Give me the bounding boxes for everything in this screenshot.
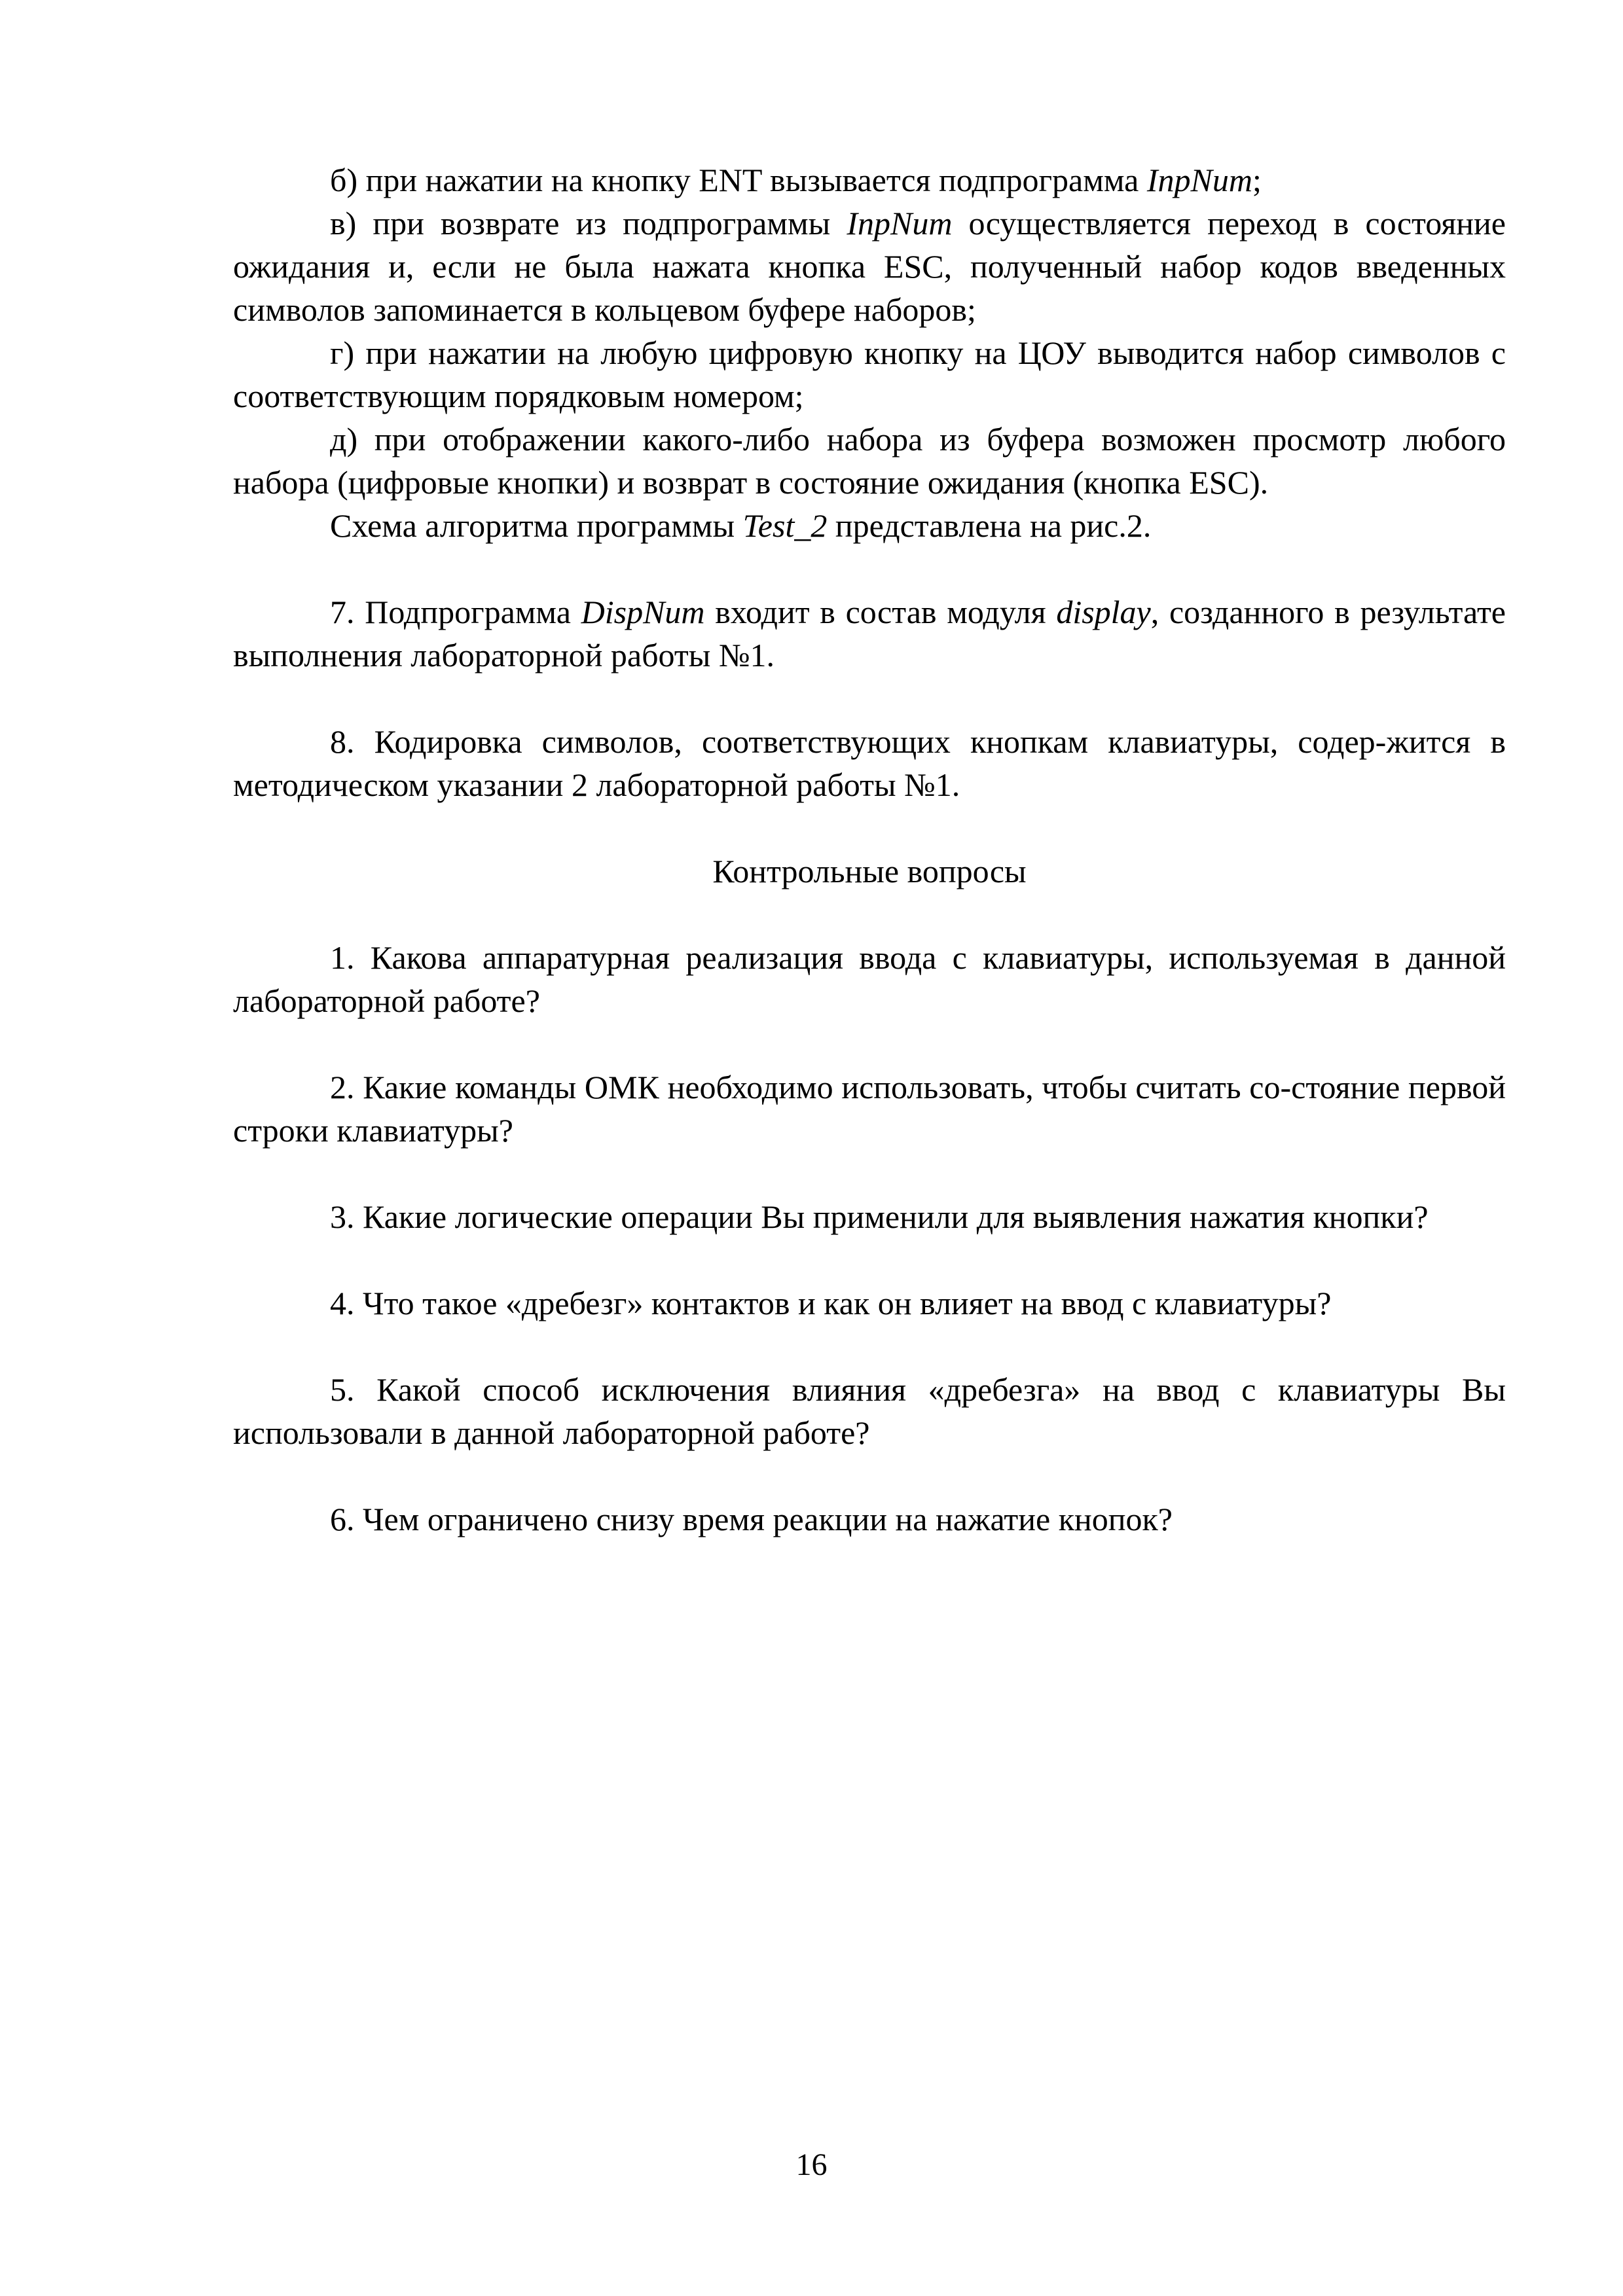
italic-term: InpNum bbox=[847, 205, 953, 242]
scheme-paragraph: Схема алгоритма программы Test_2 представлена на рис.2. bbox=[330, 507, 1152, 544]
list-item-v: в) при возврате из подпрограммы InpNum осуществляется переход в состояние ожидания и, если не была нажата кнопка ESC, полученный набор кодов введенных символов запоминается в кольцевом буфере наборов; bbox=[233, 205, 1506, 328]
italic-term: DispNum bbox=[581, 594, 705, 630]
body-text bbox=[233, 158, 1506, 1541]
italic-term: display bbox=[1056, 594, 1151, 630]
note-7: 7. Подпрограмма DispNum входит в состав модуля display, созданного в результате выполнения лабораторной работы №1. bbox=[233, 594, 1506, 673]
spacer bbox=[233, 547, 1506, 590]
question-2: 2. Какие команды ОМК необходимо использовать, чтобы считать со-стояние первой строки клавиатуры? bbox=[233, 1069, 1506, 1149]
italic-term: Test_2 bbox=[742, 507, 828, 544]
spacer bbox=[233, 1325, 1506, 1368]
italic-term: InpNum bbox=[1146, 162, 1252, 198]
spacer bbox=[233, 806, 1506, 850]
section-title: Контрольные вопросы bbox=[712, 853, 1027, 889]
question-6: 6. Чем ограничено снизу время реакции на нажатие кнопок? bbox=[330, 1501, 1173, 1537]
spacer bbox=[233, 677, 1506, 720]
note-8: 8. Кодировка символов, соответствующих кнопкам клавиатуры, содер-жится в методическом указании 2 лабораторной работы №1. bbox=[233, 723, 1506, 803]
spacer bbox=[233, 1238, 1506, 1282]
spacer bbox=[233, 1022, 1506, 1066]
spacer bbox=[233, 893, 1506, 936]
question-1: 1. Какова аппаратурная реализация ввода с клавиатуры, используемая в данной лабораторной работе? bbox=[233, 939, 1506, 1019]
list-item-b: б) при нажатии на кнопку ENT вызывается подпрограмма InpNum; bbox=[330, 162, 1262, 198]
spacer bbox=[233, 1152, 1506, 1195]
spacer bbox=[233, 1454, 1506, 1498]
question-4: 4. Что такое «дребезг» контактов и как он влияет на ввод с клавиатуры? bbox=[330, 1285, 1332, 1321]
list-item-d: д) при отображении какого-либо набора из буфера возможен просмотр любого набора (цифровые кнопки) и возврат в состояние ожидания (кнопка ESC). bbox=[233, 421, 1506, 501]
page-number: 16 bbox=[795, 2147, 828, 2182]
question-5: 5. Какой способ исключения влияния «дребезга» на ввод с клавиатуры Вы использовали в данной лабораторной работе? bbox=[233, 1371, 1506, 1451]
list-item-g: г) при нажатии на любую цифровую кнопку на ЦОУ выводится набор символов с соответствующим порядковым номером; bbox=[233, 334, 1506, 414]
question-3: 3. Какие логические операции Вы применили для выявления нажатия кнопки? bbox=[330, 1198, 1429, 1235]
